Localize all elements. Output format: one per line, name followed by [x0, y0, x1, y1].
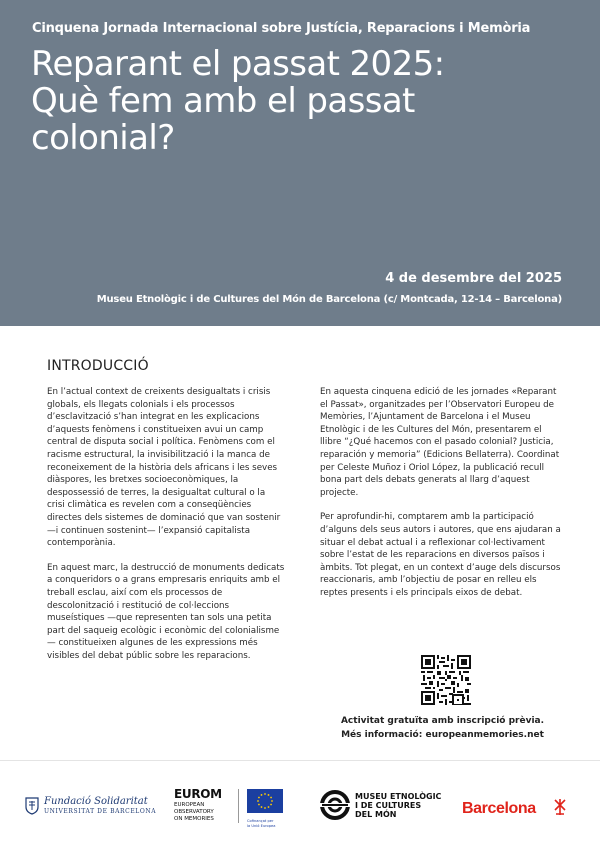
eu-caption [247, 819, 287, 828]
eurom-subtitle-line: OBSERVATORY [174, 809, 214, 815]
eurom-subtitle-line: ON MEMORIES [174, 816, 214, 822]
eu-star [264, 793, 266, 795]
fundacio-crest-icon [24, 797, 40, 815]
logo-separator [238, 789, 239, 823]
qr-code-icon[interactable] [421, 655, 471, 705]
eurom-subtitle-line: EUROPEAN [174, 802, 205, 808]
eu-cofunding-logo [247, 789, 287, 828]
museu-etnologic-logo [320, 789, 460, 823]
fundacio-university: UNIVERSITAT DE BARCELONA [44, 808, 157, 815]
more-info-link[interactable]: Més informació: europeanmemories.net [341, 730, 544, 740]
museu-name [355, 792, 441, 819]
eu-star [270, 797, 272, 799]
paragraph: En aquest marc, la destrucció de monuments dedicats a conqueridors o a grans empresaris enriquits amb el treball esclau, així com els processos de descolonització i restitució de col·leccions museístiques —que representen tan sols una petita part del saqueig ecològic i econòmic del colonialisme— constitueixen algunes de les expressions més visibles del debat públic sobre les reparacions. [47, 562, 285, 661]
eu-star [257, 800, 259, 802]
barcelona-logo [462, 798, 572, 820]
fundacio-solidaritat-logo [24, 795, 157, 820]
event-venue: Museu Etnològic i de Cultures del Món de Barcelona (c/ Montcada, 12-14 – Barcelona) [96, 294, 562, 305]
eurom-logo [174, 787, 234, 827]
eu-star [261, 806, 263, 808]
section-heading: INTRODUCCIÓ [47, 358, 149, 374]
intro-column-left [47, 386, 285, 674]
barcelona-emblem-icon [553, 798, 567, 816]
eu-star [268, 806, 270, 808]
eu-star [270, 804, 272, 806]
event-title-line: Què fem amb el passat [31, 81, 415, 121]
event-series-label: Cinquena Jornada Internacional sobre Justícia, Reparacions i Memòria [32, 21, 531, 36]
paragraph: En aquesta cinquena edició de les jornades «Reparant el Passat», organitzades per l’Observatori Europeu de Memòries, l’Ajuntament de Barcelona i el Museu Etnològic i de les Cultures del Món, presentarem el llibre “¿Qué hacemos con el pasado colonial? Justicia, reparación y memoria” (Edicions Bellaterra). Coordinat per Celeste Muñoz i Oriol López, la publicació recull bona part dels debats generats al llarg d’aquest projecte. [320, 387, 560, 498]
event-title [31, 46, 571, 157]
museu-name-line: MUSEU ETNOLÒGIC [355, 792, 442, 801]
eu-caption-line: la Unió Europea [247, 823, 276, 828]
event-title-line: Reparant el passat 2025: [31, 44, 445, 84]
eu-star [261, 794, 263, 796]
eu-star [271, 800, 273, 802]
event-title-line: colonial? [31, 118, 175, 158]
eu-star [258, 797, 260, 799]
eu-star [258, 804, 260, 806]
paragraph: Per aprofundir-hi, comptarem amb la participació d’alguns dels seus autors i autores, que ens ajudaran a situar el debat actual i a reflexionar col·lectivament sobre l’estat de les reparacions en diversos països i àmbits. Tot plegat, en un context d’auge dels discursos reaccionaris, amb l’objectiu de posar en relleu els reptes presents i els principals eixos de debat. [320, 512, 561, 598]
registration-note [320, 714, 565, 742]
header-banner [0, 0, 600, 326]
barcelona-wordmark: Barcelona [462, 800, 536, 817]
eu-star [268, 794, 270, 796]
eu-star [264, 807, 266, 809]
eu-caption-line: Cofinançat per [247, 819, 274, 823]
paragraph: En l’actual context de creixents desigualtats i crisis globals, els llegats colonials i els processos d’esclavització s’han integrat en les explicacions d’aquests fenòmens i constitueixen avui un camp central de disputa social i política. Fenòmens com el racisme estructural, la invisibilització i la manca de reconeixement de la història dels africans i les seves diàspores, les bretxes socioeconòmiques, la despossessió de terres, la desigualtat cultural o la crisi climàtica es revelen com a conseqüències directes dels sistemes de dominació que van sostenir —i continuen sostenint— l’expansió capitalista contemporània. [47, 387, 281, 549]
footer-divider [0, 760, 600, 761]
registration-line: Activitat gratuïta amb inscripció prèvia. [340, 716, 545, 726]
museu-name-line: I DE CULTURES [355, 801, 422, 810]
eurom-wordmark: EUROM [174, 787, 222, 801]
fundacio-name: Fundació Solidaritat [44, 796, 148, 807]
museu-mark-icon [320, 790, 350, 820]
eu-flag-icon [247, 789, 283, 813]
eurom-subtitle [174, 802, 234, 823]
intro-column-right [320, 386, 565, 612]
event-date: 4 de desembre del 2025 [385, 271, 562, 286]
museu-name-line: DEL MÓN [355, 810, 397, 819]
